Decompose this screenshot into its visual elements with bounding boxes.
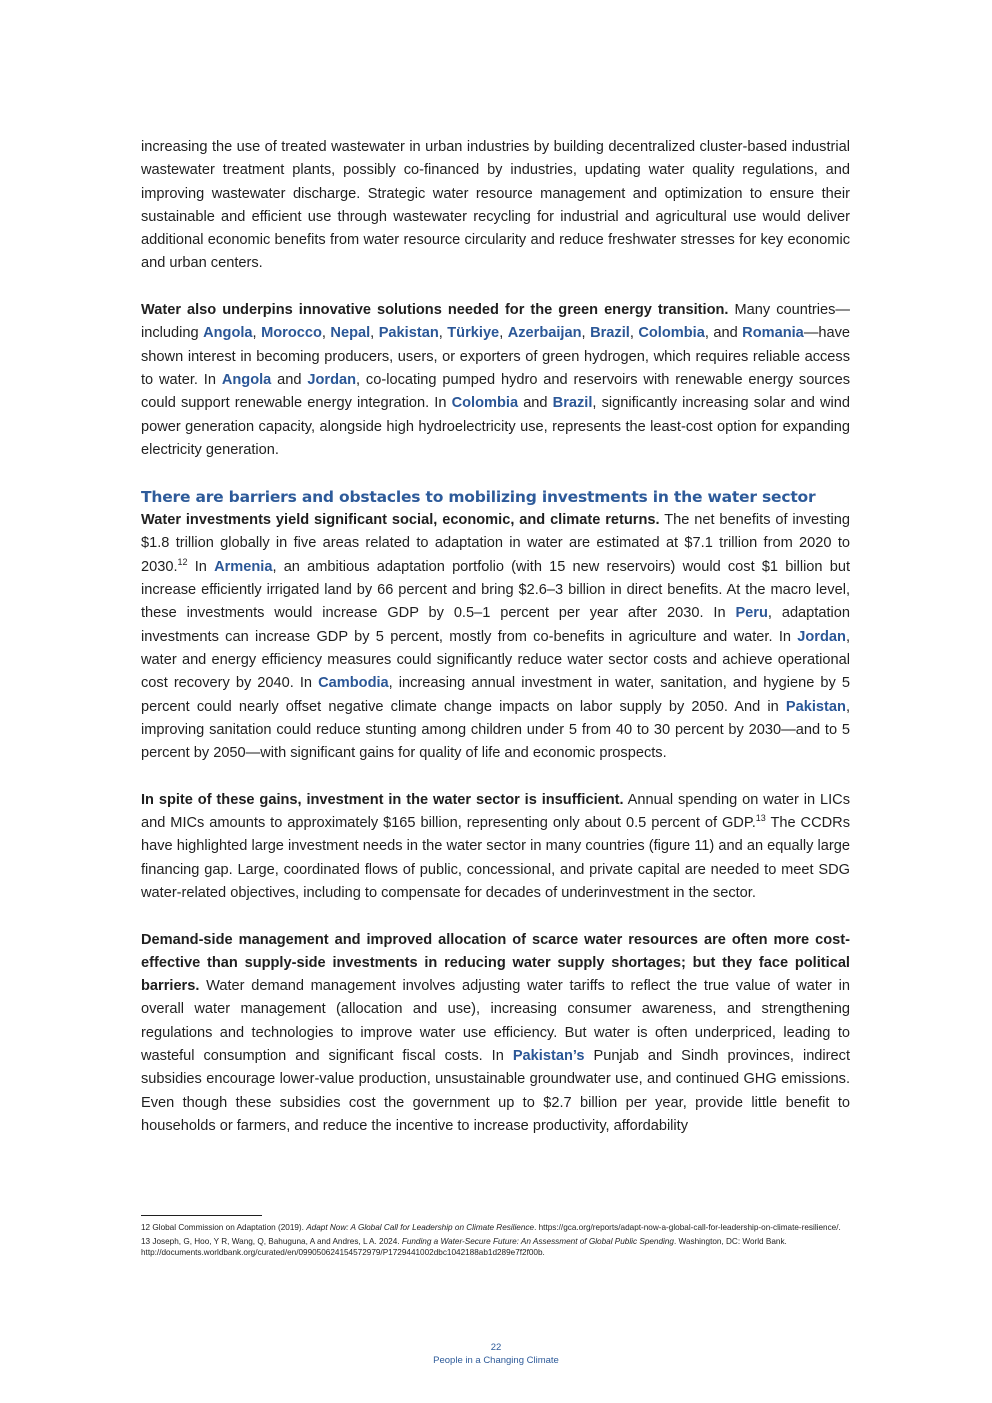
country-link-brazil[interactable]: Brazil [552,395,593,412]
text-run: , adaptation investments can increase GDP by 5 percent, mostly from co-benefits in agriculture and water. In [141,605,850,645]
country-link-angola[interactable]: Angola [203,325,253,342]
text-run: Annual spending on water in LICs and MICs amounts to approximately $165 billion, representing only about 0.5 percent of GDP. [141,791,850,832]
text-run: In [187,558,215,575]
country-link-cambodia[interactable]: Cambodia [318,675,389,692]
text-run: and [271,371,308,388]
text-run: , [499,325,508,342]
footnote-link[interactable]: . Washington, DC: World Bank. http://documents.worldbank.org/curated/en/099050624154572979/P1729441002dbc1042188ab1d289e7f2f00b. [141,1236,787,1257]
paragraph-text: increasing the use of treated wastewater in urban industries by building decentralized cluster-based industrial wastewater treatment plants, possibly co-financed by industries, updating water quality regulations, and improving wastewater discharge. Strategic water resource management and optimization to ensure their sustainable and efficient use through wastewater recycling for industrial and agricultural use would deliver additional economic benefits from water resource circularity and reduce freshwater stresses for key economic and urban centers. [141,139,850,272]
paragraph-green-energy [141,299,850,462]
text-run: , [629,325,639,342]
paragraph-returns [141,509,850,765]
country-link-peru[interactable]: Peru [735,605,768,622]
footnote-title: Adapt Now: A Global Call for Leadership on Climate Resilience [306,1223,535,1232]
text-run: Water demand management involves adjusting water tariffs to reflect the true value of water in overall water management (allocation and use), increasing consumer awareness, and strengthening regulations and technologies to improve water use efficiency. But water is often underpriced, leading to wasteful consumption and significant fiscal costs. In [141,978,850,1064]
document-title: People in a Changing Climate [433,1355,559,1366]
footnote-divider [141,1215,262,1216]
text-run: The net benefits of investing $1.8 trillion globally in five areas related to adaptation in water are estimated at $7.1 trillion from 2020 to 2030. [141,512,851,575]
footnote-link[interactable]: . https://gca.org/reports/adapt-now-a-global-call-for-leadership-on-climate-resilience/. [534,1223,841,1232]
country-link-brazil[interactable]: Brazil [590,325,630,342]
country-link-jordan[interactable]: Jordan [307,371,357,388]
text-run: The CCDRs have highlighted large investment needs in the water sector in many countries (figure 11) and an equally large financing gap. Large, coordinated flows of public, concessional, and private capital are needed to meet SDG water-related objectives, including to compensate for decades of underinvestment in the sector. [141,815,850,901]
country-link-azerbaijan[interactable]: Azerbaijan [507,325,582,342]
text-run: , [581,325,591,342]
footnote-text: 12 Global Commission on Adaptation (2019). [141,1223,307,1232]
country-link-colombia[interactable]: Colombia [638,325,705,342]
footnote-ref-13[interactable]: 13 [755,813,766,824]
text-run: Many countries—including [141,302,851,342]
text-run: , increasing annual investment in water, sanitation, and hygiene by 5 percent could nearly offset negative climate change impacts on labor supply by 2050. And in [141,675,850,715]
body-text [141,136,850,1138]
paragraph-demand-side [141,929,850,1139]
country-link-pakistan[interactable]: Pakistan [785,698,846,715]
footnote-title: Funding a Water-Secure Future: An Assessment of Global Public Spending [401,1236,674,1246]
text-run: , [321,325,331,342]
section-heading: There are barriers and obstacles to mobilizing investments in the water sector [141,488,816,507]
footnotes [141,1222,850,1261]
text-run: , improving sanitation could reduce stunting among children under 5 from 40 to 30 percent by 2030—and to 5 percent by 2050—with significant gains for quality of life and economic prospects. [141,698,850,762]
country-link-nepal[interactable]: Nepal [330,325,371,342]
country-link-armenia[interactable]: Armenia [214,558,273,575]
country-link-romania[interactable]: Romania [742,325,804,342]
paragraph-lead: Water investments yield significant social, economic, and climate returns. [141,512,660,529]
paragraph-lead: In spite of these gains, investment in the water sector is insufficient. [141,791,624,808]
text-run: , water and energy efficiency measures could significantly reduce water sector costs and achieve operational cost recovery by 2040. In [141,628,850,692]
text-run: , and [704,325,743,342]
footnote-text: 13 Joseph, G, Hoo, Y R, Wang, Q, Bahuguna, A and Andres, L A. 2024. [141,1236,402,1246]
country-link-pakistan[interactable]: Pakistan [378,325,439,342]
country-link-jordan[interactable]: Jordan [797,628,846,645]
paragraph-wastewater [141,136,850,276]
text-run: , significantly increasing solar and wind power generation capacity, alongside high hydroelectricity use, represents the least-cost option for expanding electricity generation. [141,395,850,458]
country-link-pakistan[interactable]: Pakistan’s [512,1047,585,1064]
footnote-13 [141,1236,850,1259]
country-link-colombia[interactable]: Colombia [451,395,519,412]
text-run: , co-locating pumped hydro and reservoirs with renewable energy sources could support renewable energy integration. In [141,371,850,412]
text-run: , [438,325,448,342]
text-run: , [252,325,262,342]
paragraph-insufficient [141,789,850,905]
footnote-12 [141,1222,850,1234]
country-link-morocco[interactable]: Morocco [261,325,322,342]
text-run: and [518,395,553,412]
paragraph-lead: Demand-side management and improved allocation of scarce water resources are often more cost-effective than supply-side investments in reducing water supply shortages; but they face political barriers. [141,931,850,995]
text-run: —have shown interest in becoming producers, users, or exporters of green hydrogen, which requires reliable access to water. In [141,325,851,388]
text-run: Punjab and Sindh provinces, indirect subsidies encourage lower-value production, unsustainable groundwater use, and continued GHG emissions. Even though these subsidies cost the government up to $2.7 billion per year, provide little benefit to households or farmers, and reduce the incentive to increase productivity, affordability [141,1047,850,1134]
text-run: , [370,325,379,342]
footnote-ref-12[interactable]: 12 [177,556,188,567]
page-number: 22 [490,1342,502,1353]
text-run: , an ambitious adaptation portfolio (with 15 new reservoirs) would cost $1 billion but increase efficiently irrigated land by 66 percent and bring $2.6–3 billion in direct benefits. At the macro level, these investments would increase GDP by 0.5–1 percent per year after 2030. In [141,558,850,622]
country-link-angola[interactable]: Angola [221,371,272,388]
paragraph-lead: Water also underpins innovative solutions needed for the green energy transition. [141,302,729,319]
country-link-turkiye[interactable]: Türkiye [447,325,500,342]
